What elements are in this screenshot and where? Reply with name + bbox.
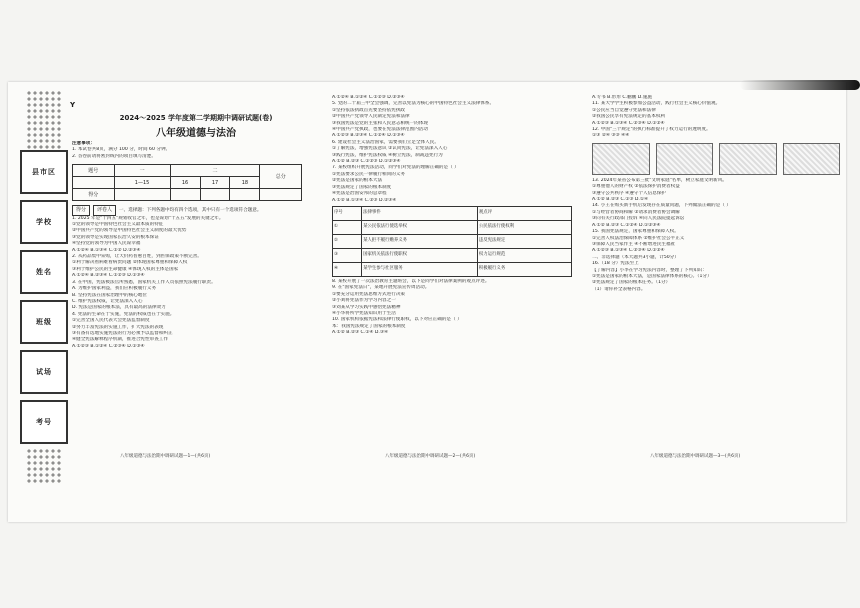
case-cell: ① (333, 220, 362, 234)
cartoon-row (592, 143, 840, 175)
question-line: 5. 党的二十届三中全会强调，完善以宪法为核心的中国特色社会主义法律体系。 (332, 101, 495, 107)
question-line: 11. 某大学学生积极参加公益活动，践行社会主义核心价值观。 (592, 101, 721, 107)
question-line: ③我国宪法是党的主张和人民意志相统一的体现 (332, 120, 428, 126)
question-line: C. 维护宪法权威，让宪法深入人心 (72, 298, 143, 304)
dot-pattern (26, 90, 62, 154)
score-table (72, 164, 302, 201)
question-line: A.①②④ B.②③④ C.①②③ D.①③④ (72, 273, 145, 279)
name-box: 姓名 (20, 250, 68, 294)
corner-mark: Y (70, 101, 76, 109)
notice-line: 1. 本试卷共8页，满分 100 分，时间 60 分钟。 (72, 147, 171, 153)
question-line: ③践行宪法，维护宪法权威 ④树立宪法，制裁违宪行为 (332, 152, 443, 158)
col1-questions (72, 216, 320, 351)
question-line: ②宪法是国家的根本大法 (332, 178, 383, 184)
question-line: ②中国共产党领导人民制定宪法和法律 (332, 114, 410, 120)
question-line: 13. 2024年某省公布第三批"文明家庭"名单，树立家庭文明新风。 (592, 177, 727, 183)
case-cell: 权力运行规范 (477, 248, 571, 262)
cartoon-image (783, 143, 841, 175)
question-line: ①与经营者协商和解 ②请求消费者协会调解 (592, 209, 680, 215)
score-cell (260, 189, 302, 201)
question-line: ③保障人民当家作主 ④不断增进民生福祉 (592, 241, 676, 247)
question-line: A.①②④ B.①③④ C.①② D.②③④ (72, 247, 141, 253)
question-line: 7. 某校组织开展宪法活动，同学们对宪法的理解正确的是（ ） (332, 165, 459, 171)
case-cell: 某学生参与社区服务 (362, 262, 478, 276)
page-footer: 八年级道德与法治期中调研试题—3—(共6页) (650, 454, 741, 459)
case-cell: 国家机关依法行使职权 (362, 248, 478, 262)
question-line: 10. 国家机构依据宪法和法律行使职权，以下对应正确的是（ ） (332, 317, 462, 323)
question-line: ③利于维护公民的生命健康 ④体现人权的主体是国家 (72, 266, 179, 272)
question-line: A.①② B.②③ C.①④ D.③④ (332, 330, 389, 336)
case-head: 观点评 (477, 206, 571, 220)
case-cell: 某人拒不履行赡养义务 (362, 234, 478, 248)
score-cell: 题号 (73, 165, 115, 177)
case-cell: 某公民依法行使选举权 (362, 220, 478, 234)
question-line: 15. 我国宪法规定，国家尊重和保障人权。 (592, 229, 679, 235)
exam-number-box: 考号 (20, 400, 68, 444)
question-line: D. 宪法是国家的根本法，具有最高的法律效力 (72, 305, 166, 311)
subject-title: 八年级道德与法治 (156, 128, 236, 139)
question-line: ①党的领导是中国特色社会主义最本质的特征 (72, 222, 164, 228)
question-line: ①宪法是国家的根本大法，是国家法律体系的核心。（1分） (592, 273, 712, 279)
page-1-column (72, 95, 320, 350)
question-line: ①③ ②④ ③③ ④④ (592, 133, 630, 139)
case-head: 法律事件 (362, 206, 478, 220)
question-line: ③遵守公共秩序 ④遵守个人信息保护 (592, 190, 667, 196)
score-cell: 16 (170, 177, 200, 189)
col2-questions-b (332, 279, 580, 337)
notice-title: 注意事项： (72, 141, 95, 146)
dot-pattern (26, 448, 62, 484)
score-cell: 18 (230, 177, 260, 189)
question-line: ①完善全国人民代表大会宪法监督制度 (72, 318, 150, 324)
cartoon-image (592, 143, 650, 175)
question-line: 【了解内容】小李在学习宪法内容时，整理了下列知识： (592, 267, 707, 273)
page-3-column (592, 95, 840, 293)
score-cell (170, 189, 200, 201)
question-line: A.①② B.②③ C.①③ D.①④ (592, 197, 649, 203)
score-cell (73, 177, 115, 189)
question-line: A.①② B.①③④ C.②③ D.②③④ (332, 197, 397, 203)
question-line: 二、非选择题（本大题共3小题，计50分） (592, 254, 679, 260)
class-box: 班级 (20, 300, 68, 344)
question-line: ③刘某从学习实践中感悟宪法精神 (332, 304, 401, 310)
question-line: B. 坚持宪法在国家治理中的核心地位 (72, 292, 147, 298)
question-line: 1. 2025 年是"十四五"规划收官之年，也是谋划"十五五"发展的关键之年。 (72, 215, 224, 221)
score-cell: 二 (170, 165, 260, 177)
question-line: ④宪法是治国安邦的总章程 (332, 191, 387, 197)
score-cell (230, 189, 260, 201)
question-line: 6. 建设社会主义法治国家，需要我们立足全体人民。 (332, 139, 439, 145)
question-line: A.①② B.②③ C.①②④ D.①②③④ (592, 222, 661, 228)
case-cell: 积极履行义务 (477, 262, 571, 276)
case-table (332, 206, 572, 277)
exam-year-title: 2024～2025 学年度第二学期期中调研试题(卷) (119, 114, 273, 122)
question-line: 9. 在"国家宪法日"，某地开展宪法宣传周活动。 (332, 285, 430, 291)
question-line: A.专书 B.形形 C.鹏鹏 D.施施 (592, 95, 652, 100)
question-line: ①完善人权法治保障体系 ②维护社会公平正义 (592, 235, 685, 241)
school-box: 学校 (20, 200, 68, 244)
cartoon-image (719, 143, 777, 175)
question-line: 4. 宪法的生命在于实施，宪法的权威也在于实施。 (72, 311, 175, 317)
question-line: A.①②③ B.①②④ C.②③④ D.①③④ (72, 343, 145, 349)
question-line: 3. 在中国，宪法被法官所熟悉，国家机关工作人员依照宪法履行职责。 (72, 279, 216, 285)
case-head: 序号 (333, 206, 362, 220)
question-line: 2. 从药品集中采购，让天价药普惠百姓，到医保政策不断完善。 (72, 254, 202, 260)
question-line: ④小华将所学宪法知识用于生活 (332, 310, 396, 316)
page-footer: 八年级道德与法治期中调研试题—2—(共6页) (385, 454, 476, 459)
exam-room-box: 试场 (20, 350, 68, 394)
question-line: ④健全宪法解释程序机制，推进合宪性审查工作 (72, 337, 168, 343)
question-line: 本：我国宪法规定了国家的根本制度 (332, 323, 406, 329)
binding-strip (12, 90, 64, 490)
question-line: 16.（18 分）宪法至上 (592, 261, 639, 267)
case-cell: ③ (333, 248, 362, 262)
question-line: ②我国公民享有宪法规定的基本权利 (592, 114, 666, 120)
question-line: A.①②③ B.①③④ C.②③④ D.①②④ (592, 120, 665, 126)
question-line: A.①②③ B.②③④ C.①②④ D.①③④ (332, 133, 405, 139)
question-line: 8. 某校开展了一次法治教育主题班会，以下是同学们对法律案例的观点评述。 (332, 278, 490, 284)
question-line: A.①② B.②③ C.①②③ D.①②③④ (332, 159, 401, 165)
col3-questions-b (592, 178, 840, 293)
question-line: ②小刘将宪法作为学习内容之一 (332, 298, 396, 304)
question-line: ①要充分运用宪法思维方式进行决策 (332, 291, 406, 297)
score-cell (114, 189, 170, 201)
page-2-column (332, 95, 580, 337)
question-line: A. 为维护国家利益，我们应积极履行义务 (72, 286, 157, 292)
question-line: 12. 中国"三个规定"的执行标准提升了权力运行的透明度。 (592, 127, 711, 133)
notice-line: 2. 答卷前请将密封线内的项目填写清楚。 (72, 153, 156, 159)
question-line: ②努力丰富宪法的实施工作，扩大宪法的表现 (72, 324, 164, 330)
scan-shadow (740, 80, 860, 90)
question-line: ③有备有选地实施宪法的行为必须予以监督和纠正 (72, 330, 173, 336)
question-line: ①了解宪法，增强宪法意识 ②认同宪法，让宪法深入人心 (332, 146, 448, 152)
case-cell: ② (333, 234, 362, 248)
question-line: A.①②④ B.①②④ C.①②③ D.②③④ (332, 95, 405, 100)
question-line: ③党的领导是实现国家长治久安的根本保证 (72, 234, 159, 240)
case-cell: 违反宪法规定 (477, 234, 571, 248)
question-line: ②中国共产党的领导是中国特色社会主义制度的最大优势 (72, 228, 187, 234)
question-line: ①坚持依法执政首先要坚持依宪执政 (332, 107, 406, 113)
question-line: ①宪法要求公民一律履行相同的义务 (332, 171, 406, 177)
question-line: ③宪法规定了国家的根本制度 (332, 184, 392, 190)
score-cell: 总分 (260, 165, 302, 189)
question-line: （1）请你补全表格内容。 (592, 286, 646, 292)
score-cell: 17 (200, 177, 230, 189)
county-box: 县市区 (20, 150, 68, 194)
col3-questions-a (592, 95, 840, 140)
grader-row: 得分 评卷人 一、选择题：下列各题中均有四个选项，其中只有一个选项符合题意。 (72, 205, 320, 215)
score-cell: 得分 (73, 189, 115, 201)
col2-questions-a (332, 95, 580, 204)
question-line: ①公民应当自觉遵守宪法和法律 (592, 107, 656, 113)
question-line: ④坚持党的领导为中国人民谋幸福 (72, 241, 141, 247)
question-line: ③向有关行政部门投诉 ④向人民法院提起诉讼 (592, 216, 685, 222)
question-line: ④中国共产党执政，也要在宪法法律范围内活动 (332, 127, 428, 133)
score-cell: 一 (114, 165, 170, 177)
case-cell: ④ (333, 262, 362, 276)
question-line: ②宪法规定了国家的根本任务。（1分） (592, 280, 671, 286)
question-line: ①尊重他人的财产权 ②依法保护消费者权益 (592, 184, 680, 190)
question-line: A.①②③ B.①③④ C.②③④ D.①②④ (592, 248, 665, 254)
cartoon-image (656, 143, 714, 175)
score-cell (200, 189, 230, 201)
question-line: ①利于解决看病难看病贵问题 ②体现国家尊重和保障人权 (72, 260, 188, 266)
score-cell: 1—15 (114, 177, 170, 189)
case-cell: 公民依法行使权利 (477, 220, 571, 234)
page-footer: 八年级道德与法治期中调研试题—1—(共6页) (120, 454, 211, 459)
question-line: 14. 小王在购买新手机后发现存在质量问题，下列做法正确的是（ ） (592, 203, 731, 209)
